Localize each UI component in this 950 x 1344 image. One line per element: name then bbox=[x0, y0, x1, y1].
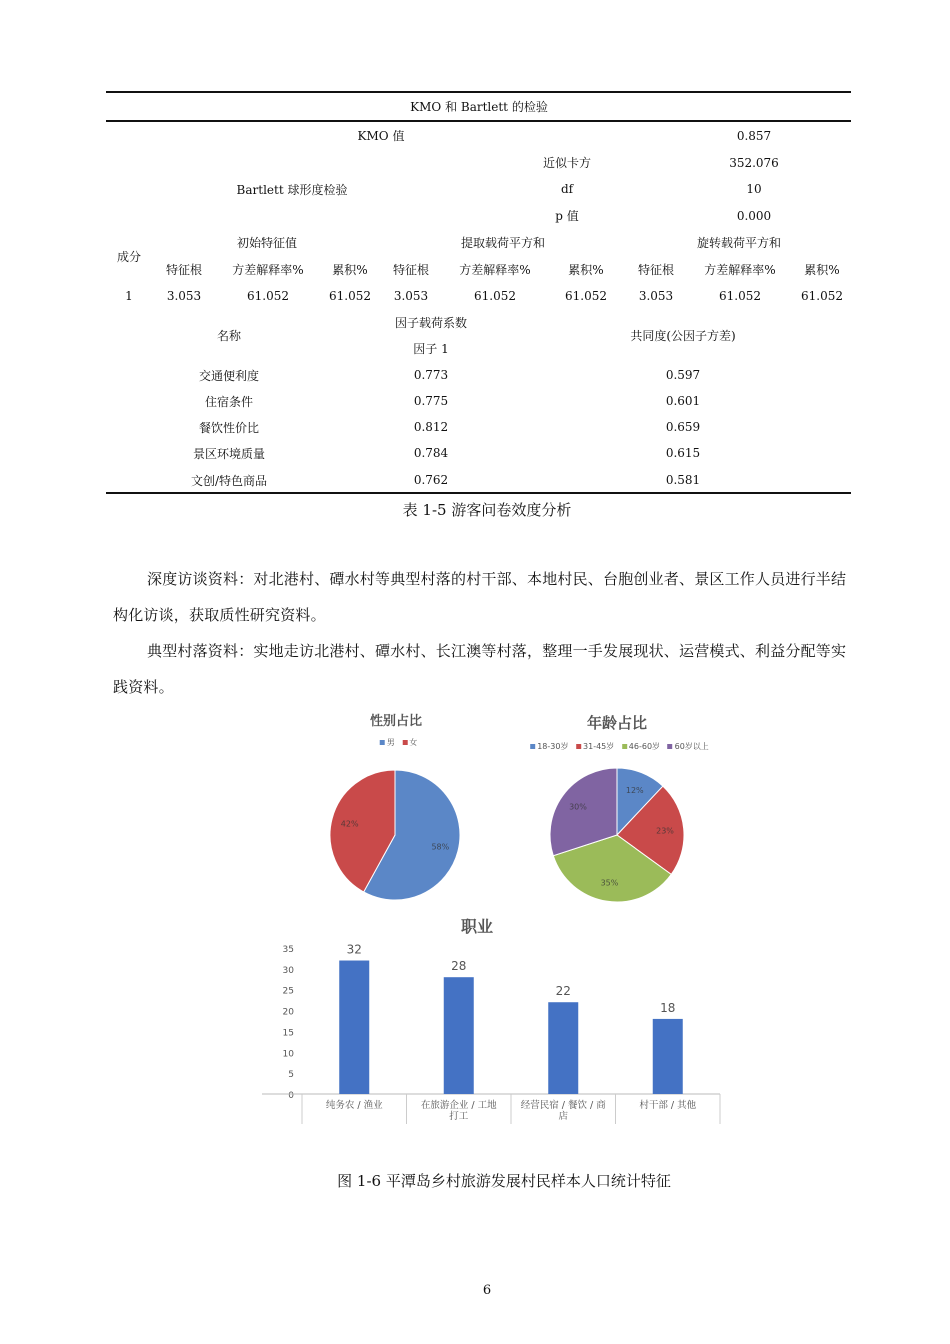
sub-header: 累积% bbox=[804, 263, 840, 277]
legend-swatch bbox=[622, 744, 627, 749]
pie-slice-label: 35% bbox=[600, 878, 619, 888]
y-tick-label: 35 bbox=[282, 945, 294, 955]
loading-row-value: 0.762 bbox=[413, 473, 449, 487]
occupation-chart-title: 职业 bbox=[460, 917, 494, 936]
group-header: 提取载荷平方和 bbox=[460, 236, 546, 250]
bar bbox=[339, 961, 369, 1094]
communality-header: 共同度(公因子方差) bbox=[630, 329, 736, 343]
loading-row-name: 景区环境质量 bbox=[192, 447, 266, 461]
bartlett-row-value: 352.076 bbox=[729, 156, 779, 170]
factor-header: 因子载荷系数 bbox=[394, 316, 468, 330]
table-caption: 表 1-5 游客问卷效度分析 bbox=[402, 501, 572, 519]
age-legend bbox=[525, 741, 709, 752]
loading-row-name: 住宿条件 bbox=[204, 395, 254, 409]
y-tick-label: 25 bbox=[282, 986, 294, 997]
x-category-label: 店 bbox=[558, 1111, 569, 1122]
y-tick-label: 0 bbox=[288, 1091, 294, 1101]
variance-cell: 3.053 bbox=[638, 289, 674, 303]
bar bbox=[653, 1019, 683, 1094]
y-tick-label: 10 bbox=[282, 1049, 294, 1060]
loading-row-name: 交通便利度 bbox=[198, 369, 260, 383]
bar bbox=[444, 977, 474, 1094]
legend-swatch bbox=[668, 744, 673, 749]
group-header: 初始特征值 bbox=[236, 236, 298, 250]
variance-cell: 3.053 bbox=[166, 289, 202, 303]
pie-slice-label: 12% bbox=[625, 786, 644, 796]
sub-header: 方差解释率% bbox=[704, 263, 776, 277]
x-category-label: 纯务农 / 渔业 bbox=[325, 1100, 383, 1111]
variance-cell: 3.053 bbox=[393, 289, 429, 303]
pie-slice-label: 42% bbox=[340, 819, 359, 829]
component-header: 成分 bbox=[116, 250, 142, 264]
variance-cell: 61.052 bbox=[329, 289, 371, 303]
bartlett-label: Bartlett 球形度检验 bbox=[236, 183, 348, 197]
x-category-label: 经营民宿 / 餐饮 / 商 bbox=[520, 1100, 606, 1111]
x-category-label: 打工 bbox=[449, 1111, 469, 1122]
gender-pie-chart bbox=[320, 760, 470, 910]
variance-cell: 61.052 bbox=[801, 289, 843, 303]
sub-header: 特征根 bbox=[392, 263, 430, 277]
legend-label: 男 bbox=[386, 738, 395, 747]
legend-swatch bbox=[576, 744, 581, 749]
y-tick-label: 5 bbox=[288, 1070, 294, 1081]
age-pie-chart bbox=[540, 758, 694, 912]
pie-slice-label: 58% bbox=[431, 842, 450, 852]
loading-row-value: 0.775 bbox=[413, 394, 449, 408]
legend-label: 60岁以上 bbox=[674, 742, 709, 751]
bar-value-label: 18 bbox=[660, 1000, 676, 1015]
table-header-rule bbox=[106, 120, 851, 122]
kmo-table-title: KMO 和 Bartlett 的检验 bbox=[410, 100, 548, 114]
table-bottom-rule bbox=[106, 492, 851, 494]
body-paragraph: 深度访谈资料：对北港村、磹水村等典型村落的村干部、本地村民、台胞创业者、景区工作人员进行半结构化访谈，获取质性研究资料。 bbox=[113, 570, 847, 624]
kmo-label: KMO 值 bbox=[357, 129, 405, 143]
communality-value: 0.601 bbox=[665, 394, 701, 408]
factor-sub-header: 因子 1 bbox=[413, 342, 449, 356]
gender-legend bbox=[375, 737, 418, 748]
bartlett-row-label: 近似卡方 bbox=[542, 156, 592, 170]
table-top-rule bbox=[106, 91, 851, 93]
loading-row-value: 0.812 bbox=[413, 420, 449, 434]
pie-slice-label: 30% bbox=[569, 802, 587, 812]
variance-cell: 1 bbox=[125, 289, 133, 303]
bartlett-row-value: 10 bbox=[746, 182, 762, 196]
sub-header: 累积% bbox=[568, 263, 604, 277]
bar-value-label: 32 bbox=[346, 942, 362, 957]
y-tick-label: 20 bbox=[282, 1007, 294, 1018]
y-tick-label: 30 bbox=[282, 965, 294, 976]
variance-cell: 61.052 bbox=[565, 289, 607, 303]
sub-header: 累积% bbox=[332, 263, 368, 277]
bar bbox=[548, 1002, 578, 1094]
legend-swatch bbox=[402, 740, 407, 745]
kmo-value: 0.857 bbox=[736, 129, 772, 143]
legend-label: 女 bbox=[409, 738, 418, 747]
figure-caption: 图 1-6 平潭岛乡村旅游发展村民样本人口统计特征 bbox=[337, 1172, 671, 1190]
sub-header: 特征根 bbox=[165, 263, 203, 277]
bartlett-row-label: df bbox=[560, 182, 574, 196]
sub-header: 特征根 bbox=[637, 263, 675, 277]
group-header: 旋转载荷平方和 bbox=[696, 236, 782, 250]
bartlett-row-value: 0.000 bbox=[736, 209, 772, 223]
page-number: 6 bbox=[482, 1283, 492, 1298]
sub-header: 方差解释率% bbox=[232, 263, 304, 277]
x-category-label: 在旅游企业 / 工地 bbox=[420, 1100, 497, 1111]
communality-value: 0.581 bbox=[665, 473, 701, 487]
loading-row-name: 餐饮性价比 bbox=[198, 421, 260, 435]
bar-value-label: 28 bbox=[451, 959, 467, 974]
body-paragraph: 典型村落资料：实地走访北港村、磹水村、长江澳等村落，整理一手发展现状、运营模式、利益分配等实践资料。 bbox=[113, 642, 847, 696]
communality-value: 0.659 bbox=[665, 420, 701, 434]
legend-label: 31-45岁 bbox=[583, 742, 615, 751]
age-chart-title: 年龄占比 bbox=[586, 714, 648, 732]
sub-header: 方差解释率% bbox=[459, 263, 531, 277]
variance-cell: 61.052 bbox=[247, 289, 289, 303]
loading-row-value: 0.784 bbox=[413, 446, 449, 460]
bartlett-row-label: p 值 bbox=[555, 209, 579, 223]
legend-label: 18-30岁 bbox=[537, 742, 569, 751]
legend-swatch bbox=[380, 740, 385, 745]
variance-cell: 61.052 bbox=[474, 289, 516, 303]
variance-cell: 61.052 bbox=[719, 289, 761, 303]
legend-swatch bbox=[530, 744, 535, 749]
communality-value: 0.597 bbox=[665, 368, 701, 382]
loading-name-header: 名称 bbox=[216, 329, 242, 343]
x-category-label: 村干部 / 其他 bbox=[639, 1100, 697, 1111]
y-tick-label: 15 bbox=[282, 1028, 294, 1039]
pie-slice-label: 23% bbox=[656, 826, 674, 836]
legend-label: 46-60岁 bbox=[628, 742, 661, 751]
communality-value: 0.615 bbox=[665, 446, 701, 460]
loading-row-value: 0.773 bbox=[413, 368, 449, 382]
loading-row-name: 文创/特色商品 bbox=[190, 474, 268, 488]
gender-chart-title: 性别占比 bbox=[369, 714, 423, 729]
bar-value-label: 22 bbox=[555, 984, 571, 999]
occupation-bar-chart bbox=[260, 936, 725, 1128]
